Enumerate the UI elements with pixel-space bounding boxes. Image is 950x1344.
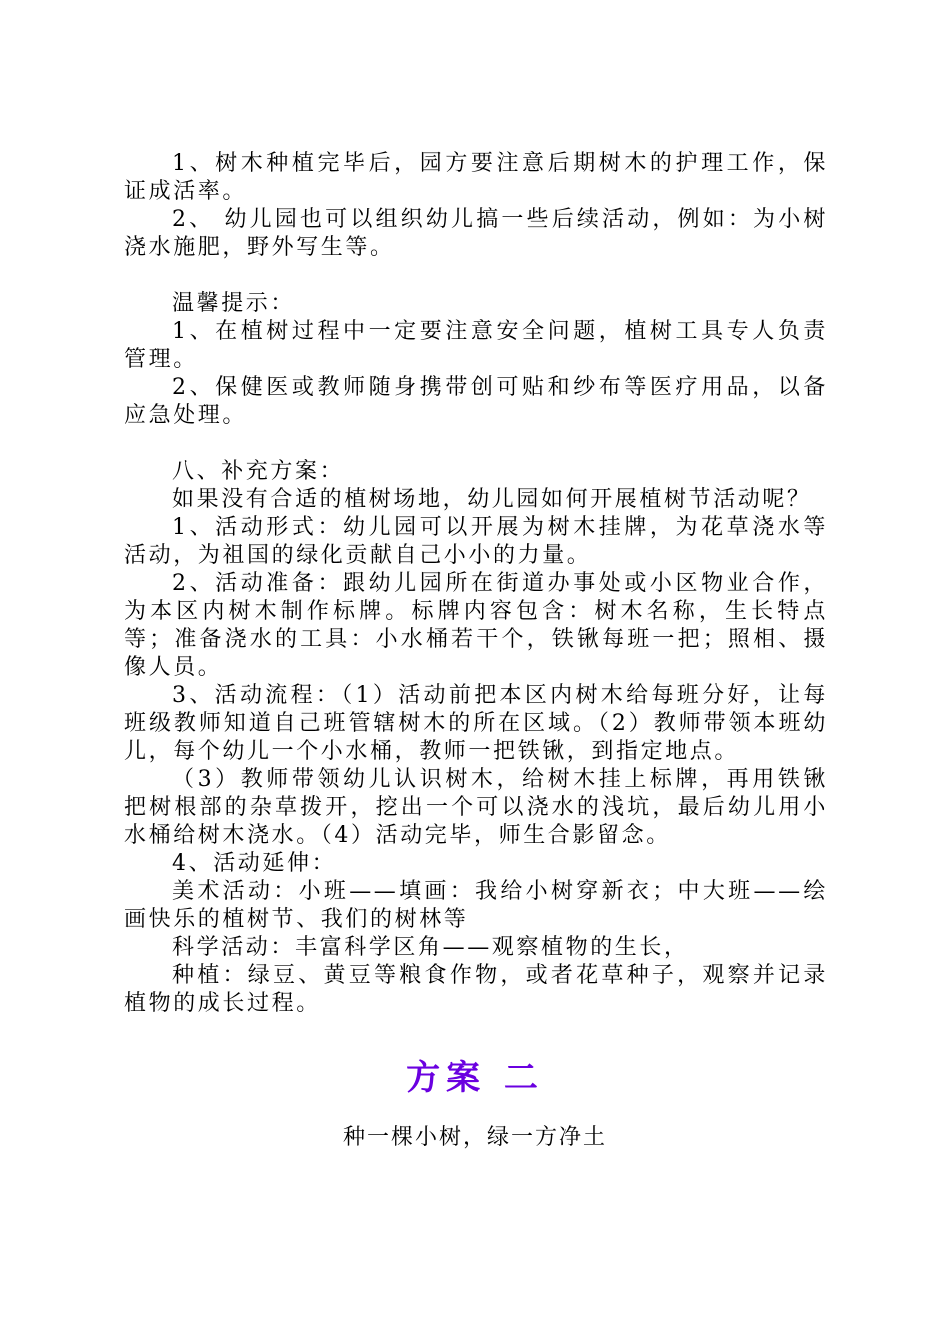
paragraph: 3、活动流程：（1）活动前把本区内树木给每班分好，让每班级教师知道自己班管辖树木的所在区域。（2）教师带领本班幼儿，每个幼儿一个小水桶，教师一把铁锹，到指定地点。 <box>124 683 828 764</box>
tips-heading: 温馨提示： <box>172 291 296 316</box>
paragraph: 科学活动：丰富科学区角——观察植物的生长， <box>172 935 689 960</box>
section-heading: 八、补充方案： <box>172 459 345 484</box>
paragraph: 如果没有合适的植树场地，幼儿园如何开展植树节活动呢？ <box>172 487 812 512</box>
plan-title: 方案 二 <box>406 1058 544 1098</box>
paragraph: 种植：绿豆、黄豆等粮食作物，或者花草种子，观察并记录植物的成长过程。 <box>124 963 828 1016</box>
paragraph: （3）教师带领幼儿认识树木，给树木挂上标牌，再用铁锹把树根部的杂草拨开，挖出一个可以浇水的浅坑，最后幼儿用小水桶给树木浇水。（4）活动完毕，师生合影留念。 <box>124 767 828 848</box>
document-body <box>124 150 828 1018</box>
paragraph: 1、树木种植完毕后，园方要注意后期树木的护理工作，保证成活率。 <box>124 151 828 204</box>
paragraph: 1、在植树过程中一定要注意安全问题，植树工具专人负责管理。 <box>124 319 828 372</box>
paragraph: 2、保健医或教师随身携带创可贴和纱布等医疗用品，以备应急处理。 <box>124 375 828 428</box>
paragraph: 4、活动延伸： <box>172 851 337 876</box>
paragraph: 2、活动准备：跟幼儿园所在街道办事处或小区物业合作，为本区内树木制作标牌。标牌内容包含：树木名称，生长特点等；准备浇水的工具：小水桶若干个，铁锹每班一把；照相、摄像人员。 <box>124 571 828 680</box>
paragraph: 2、 幼儿园也可以组织幼儿搞一些后续活动，例如：为小树浇水施肥，野外写生等。 <box>124 207 828 260</box>
plan-subtitle: 种一棵小树，绿一方净土 <box>342 1125 607 1150</box>
paragraph: 美术活动：小班——填画：我给小树穿新衣；中大班——绘画快乐的植树节、我们的树林等 <box>124 879 828 932</box>
paragraph: 1、活动形式：幼儿园可以开展为树木挂牌，为花草浇水等活动，为祖国的绿化贡献自己小小的力量。 <box>124 515 828 568</box>
